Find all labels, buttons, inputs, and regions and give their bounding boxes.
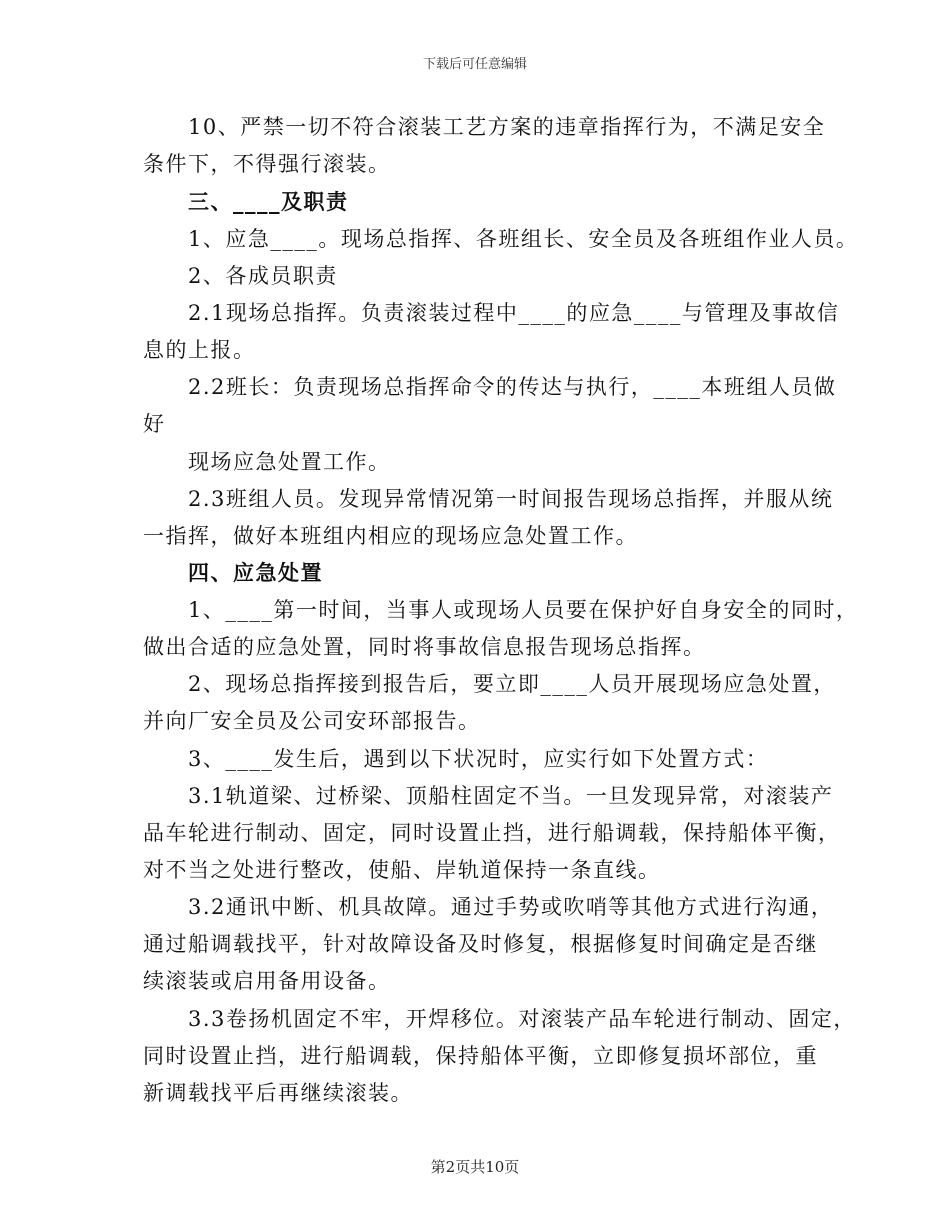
body-line: 好 <box>143 412 166 436</box>
body-line: 10、严禁一切不符合滚装工艺方案的违章指挥行为，不满足安全 <box>188 115 826 139</box>
body-line: 3、____发生后，遇到以下状况时，应实行如下处置方式： <box>188 747 769 771</box>
body-line: 2.2班长：负责现场总指挥命令的传达与执行，____本班组人员做 <box>188 375 837 399</box>
body-line: 2.3班组人员。发现异常情况第一时间报告现场总指挥，并服从统 <box>188 487 834 511</box>
page-footer: 第2页共10页 <box>430 1158 520 1176</box>
section-heading: 四、应急处置 <box>188 560 323 585</box>
body-line: 一指挥，做好本班组内相应的现场应急处置工作。 <box>143 524 638 548</box>
body-line: 对不当之处进行整改，使船、岸轨道保持一条直线。 <box>143 858 661 882</box>
body-line: 1、____第一时间，当事人或现场人员要在保护好自身安全的同时， <box>188 598 859 622</box>
body-line: 通过船调载找平，针对故障设备及时修复，根据修复时间确定是否继 <box>143 932 818 956</box>
body-line: 续滚装或启用备用设备。 <box>143 969 391 993</box>
body-line: 现场应急处置工作。 <box>188 450 391 474</box>
body-line: 2.1现场总指挥。负责滚装过程中____的应急____与管理及事故信 <box>188 301 840 325</box>
page-header: 下载后可任意编辑 <box>422 57 527 72</box>
body-line: 息的上报。 <box>143 338 256 362</box>
body-line: 做出合适的应急处置，同时将事故信息报告现场总指挥。 <box>143 635 706 659</box>
body-line: 3.3卷扬机固定不牢，开焊移位。对滚装产品车轮进行制动、固定， <box>188 1007 856 1031</box>
body-line: 3.1轨道梁、过桥梁、顶船柱固定不当。一旦发现异常，对滚装产 <box>188 784 834 808</box>
body-line: 并向厂安全员及公司安环部报告。 <box>143 709 481 733</box>
body-line: 品车轮进行制动、固定，同时设置止挡，进行船调载，保持船体平衡， <box>143 821 841 845</box>
body-line: 新调载找平后再继续滚装。 <box>143 1081 413 1105</box>
body-line: 同时设置止挡，进行船调载，保持船体平衡，立即修复损坏部位，重 <box>143 1044 818 1068</box>
body-line: 1、应急____。现场总指挥、各班组长、安全员及各班组作业人员。 <box>188 227 859 251</box>
section-heading: 三、____及职责 <box>188 189 349 214</box>
body-line: 条件下，不得强行滚装。 <box>143 152 391 176</box>
body-line: 3.2通讯中断、机具故障。通过手势或吹哨等其他方式进行沟通， <box>188 895 834 919</box>
body-line: 2、各成员职责 <box>188 264 338 288</box>
body-line: 2、现场总指挥接到报告后，要立即____人员开展现场应急处置， <box>188 672 836 696</box>
